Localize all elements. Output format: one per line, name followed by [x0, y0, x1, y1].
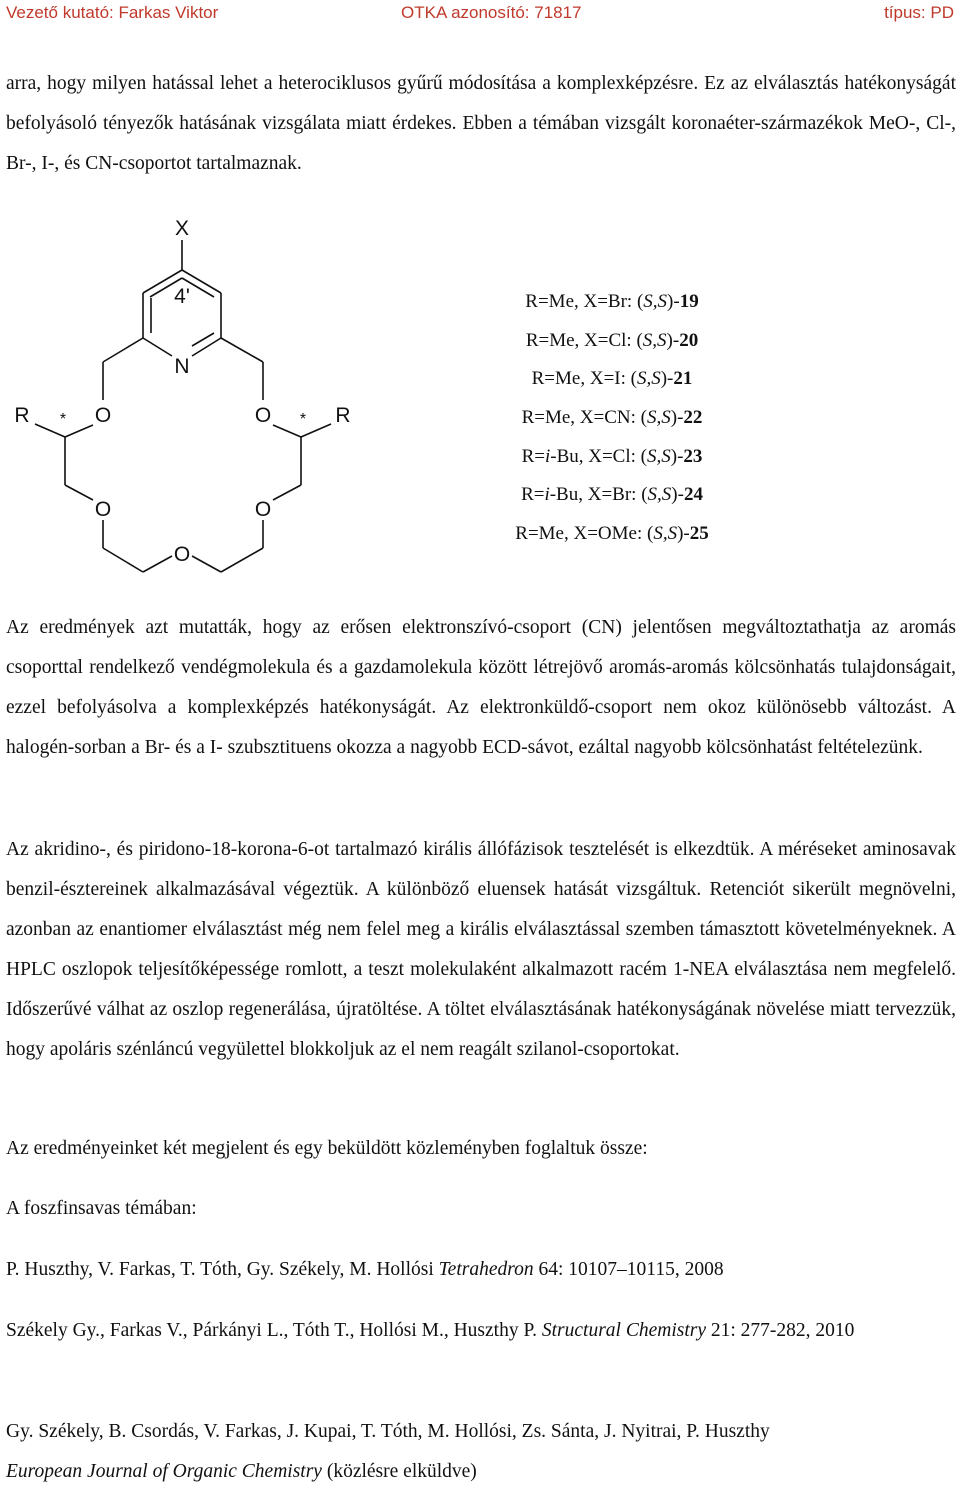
compound-row: R=Me, X=CN: (S,S)-22 — [521, 407, 703, 429]
header-type: típus: PD — [884, 3, 954, 22]
compound-row: R=Me, X=OMe: (S,S)-25 — [515, 523, 709, 545]
compound-row: R=Me, X=Cl: (S,S)-20 — [525, 329, 699, 351]
stereo-mark-right: * — [299, 411, 307, 428]
atom-r-left: R — [14, 404, 30, 427]
atom-r-right: R — [335, 404, 351, 427]
summary-line: Az eredményeinket két megjelent és egy beküldött közleményben foglaltuk össze: — [6, 1138, 648, 1159]
results-paragraph: Az eredmények azt mutatták, hogy az erősen elektronszívó-csoport (CN) jelentősen megváltoztathatja az aromás csoporttal rendelkező vendégmolekula és a gazdamolekula között létrejövő aromás-aromás kölcsönhatás tulajdonságait, ezzel befolyásolva a komplexképzés hatékonyságát. Az elektronküldő-csoport nem okoz különösebb változást. A halogén-sorban a Br- és a I- szubsztituens okozza a nagyobb ECD-sávot, ezáltal nagyobb kölcsönhatást feltételezünk. — [6, 617, 956, 758]
section-label: A foszfinsavas témában: — [6, 1198, 197, 1219]
crown-ether-structure — [0, 205, 960, 600]
intro-paragraph: arra, hogy milyen hatással lehet a heterociklusos gyűrű módosítása a komplexképzésre. Ez az elválasztás hatékonyságát befolyásoló tényezők hatásának vizsgálata miatt érdekes. Ebben a témában vizsgált koronaéter-származékok MeO-, Cl-, Br-, I-, és CN-csoportot tartalmaznak. — [6, 73, 956, 174]
compound-row: R=Me, X=I: (S,S)-21 — [531, 368, 693, 390]
reference-2: Székely Gy., Farkas V., Párkányi L., Tóth T., Hollósi M., Huszthy P. Structural Chemistry 21: 277-282, 2010 — [6, 1320, 855, 1341]
reference-3: Gy. Székely, B. Csordás, V. Farkas, J. Kupai, T. Tóth, M. Hollósi, Zs. Sánta, J. Nyitrai, P. Huszthy European Journal of Organic Chemistry (közlésre elküldve) — [6, 1421, 770, 1482]
atom-o-upper-right: O — [254, 404, 272, 427]
compound-row: R=Me, X=Br: (S,S)-19 — [525, 291, 699, 312]
atom-o-lower-right: O — [254, 498, 272, 521]
compound-row: R=i-Bu, X=Br: (S,S)-24 — [521, 484, 703, 506]
atom-o-upper-left: O — [94, 404, 112, 427]
page-header — [0, 0, 960, 26]
header-researcher: Vezető kutató: Farkas Viktor — [6, 3, 219, 22]
atom-o-bottom: O — [173, 543, 191, 566]
compound-row: R=i-Bu, X=Cl: (S,S)-23 — [521, 445, 703, 467]
atom-o-lower-left: O — [94, 498, 112, 521]
testing-paragraph: Az akridino-, és piridono-18-korona-6-ot tartalmazó királis állófázisok tesztelését is elkezdtük. A méréseket aminosavak benzil-észtereinek alkalmazásával végeztük. A különböző eluensek hatását vizsgáltuk. Retenciót sikerült megnövelni, azonban az enantiomer elválasztást még nem felel meg a királis elválasztással szemben támasztott követelményeknek. A HPLC oszlopok teljesítőképessége romlott, a teszt molekulaként alkalmazott racém 1-NEA elválasztása nem megfelelő. Időszerűvé válhat az oszlop regenerálása, újratöltése. A töltet elválasztásának hatékonyságának növelése miatt tervezzük, hogy apoláris szénláncú vegyülettel blokkoljuk az el nem reagált szilanol-csoportokat. — [6, 839, 956, 1060]
atom-n: N — [174, 355, 190, 378]
compound-legend — [487, 283, 737, 554]
atom-4prime: 4' — [174, 285, 190, 308]
atom-x: X — [174, 217, 190, 240]
header-otka-id: OTKA azonosító: 71817 — [401, 3, 582, 22]
stereo-mark-left: * — [59, 411, 67, 428]
reference-1: P. Huszthy, V. Farkas, T. Tóth, Gy. Székely, M. Hollósi Tetrahedron 64: 10107–10115, 2008 — [6, 1259, 724, 1280]
